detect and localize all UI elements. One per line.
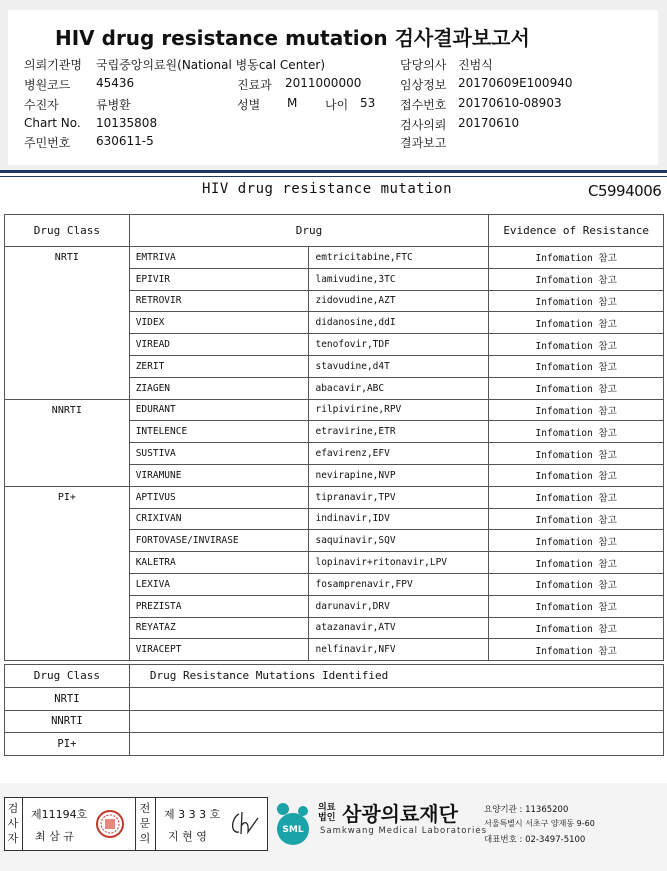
approver-label: 전문의 xyxy=(139,802,151,845)
drug-brand-cell: ZERIT xyxy=(129,355,309,377)
chart-no-value: 10135808 xyxy=(96,116,158,130)
drug-generic-cell: atazanavir,ATV xyxy=(309,617,489,639)
mutation-class-cell: PI+ xyxy=(5,733,130,756)
drug-brand-cell: SUSTIVA xyxy=(129,443,309,465)
mutation-table xyxy=(4,664,664,756)
evidence-cell: Infomation 참고 xyxy=(489,552,664,574)
org-phone: 대표번호 : 02-3497-5100 xyxy=(484,835,586,845)
drug-brand-cell: VIRACEPT xyxy=(129,639,309,661)
drug-generic-cell: tipranavir,TPV xyxy=(309,486,489,508)
evidence-cell: Infomation 참고 xyxy=(489,247,664,269)
id-value: 630611-5 xyxy=(96,134,154,148)
receipt-label: 접수번호 xyxy=(400,98,447,112)
evidence-cell: Infomation 참고 xyxy=(489,617,664,639)
drug-generic-cell: abacavir,ABC xyxy=(309,377,489,399)
drug-brand-cell: ZIAGEN xyxy=(129,377,309,399)
drug-table-body xyxy=(5,247,664,661)
evidence-cell: Infomation 참고 xyxy=(489,377,664,399)
test-code: C5994006 xyxy=(588,182,662,200)
table-row xyxy=(5,710,664,733)
drug-generic-cell: didanosine,ddI xyxy=(309,312,489,334)
drug-generic-cell: efavirenz,EFV xyxy=(309,443,489,465)
report-title: HIV drug resistance mutation 검사결과보고서 xyxy=(55,26,530,50)
drug-generic-cell: tenofovir,TDF xyxy=(309,334,489,356)
table-row xyxy=(5,733,664,756)
header-drug: Drug xyxy=(129,215,489,247)
evidence-cell: Infomation 참고 xyxy=(489,334,664,356)
drug-brand-cell: LEXIVA xyxy=(129,573,309,595)
drug-brand-cell: REYATAZ xyxy=(129,617,309,639)
age-label: 나이 xyxy=(325,98,349,112)
drug-generic-cell: darunavir,DRV xyxy=(309,595,489,617)
evidence-cell: Infomation 참고 xyxy=(489,464,664,486)
institution-label: 의뢰기관명 xyxy=(24,58,82,72)
hospital-code-label: 병원코드 xyxy=(24,78,71,92)
drug-brand-cell: EMTRIVA xyxy=(129,247,309,269)
table-row xyxy=(5,247,664,269)
drug-brand-cell: CRIXIVAN xyxy=(129,508,309,530)
mutation-class-cell: NNRTI xyxy=(5,710,130,733)
patient-label: 수진자 xyxy=(24,98,59,112)
evidence-cell: Infomation 참고 xyxy=(489,443,664,465)
divider-thin xyxy=(0,176,667,177)
drug-class-cell: PI+ xyxy=(5,486,130,660)
header-evidence: Evidence of Resistance xyxy=(489,215,664,247)
evidence-cell: Infomation 참고 xyxy=(489,595,664,617)
org-address: 서울특별시 서초구 양재동 9-60 xyxy=(484,819,595,828)
evidence-cell: Infomation 참고 xyxy=(489,486,664,508)
drug-brand-cell: PREZISTA xyxy=(129,595,309,617)
mutation-value-cell xyxy=(129,687,663,710)
request-value: 20170610 xyxy=(458,116,520,130)
drug-generic-cell: saquinavir,SQV xyxy=(309,530,489,552)
evidence-cell: Infomation 참고 xyxy=(489,312,664,334)
drug-generic-cell: stavudine,d4T xyxy=(309,355,489,377)
drug-brand-cell: EPIVIR xyxy=(129,268,309,290)
sml-logo-icon xyxy=(270,799,316,849)
request-label: 검사의뢰 xyxy=(400,118,447,132)
evidence-cell: Infomation 참고 xyxy=(489,290,664,312)
evidence-cell: Infomation 참고 xyxy=(489,268,664,290)
divider-thick xyxy=(0,170,667,173)
hospital-code-value: 45436 xyxy=(96,76,135,90)
signature-box xyxy=(4,797,268,851)
id-label: 주민번호 xyxy=(24,136,71,150)
org-prefix: 의료법인 xyxy=(318,803,336,823)
mut-header-class: Drug Class xyxy=(5,665,130,688)
seal-stamp-icon xyxy=(95,809,125,839)
drug-generic-cell: lamivudine,3TC xyxy=(309,268,489,290)
drug-generic-cell: etravirine,ETR xyxy=(309,421,489,443)
drug-brand-cell: FORTOVASE/INVIRASE xyxy=(129,530,309,552)
drug-generic-cell: nelfinavir,NFV xyxy=(309,639,489,661)
drug-class-cell: NNRTI xyxy=(5,399,130,486)
table-row xyxy=(5,486,664,508)
org-english: Samkwang Medical Laboratories xyxy=(320,826,488,836)
age-value: 53 xyxy=(360,96,376,110)
svg-text:SML: SML xyxy=(282,825,304,835)
org-code: 요양기관 : 11365200 xyxy=(484,805,569,815)
drug-generic-cell: lopinavir+ritonavir,LPV xyxy=(309,552,489,574)
evidence-cell: Infomation 참고 xyxy=(489,355,664,377)
evidence-cell: Infomation 참고 xyxy=(489,639,664,661)
evidence-cell: Infomation 참고 xyxy=(489,421,664,443)
doctor-value: 진범식 xyxy=(458,58,493,72)
mutation-value-cell xyxy=(129,733,663,756)
dept-label: 진료과 xyxy=(237,78,272,92)
tester-name: 최 삼 규 xyxy=(35,830,74,843)
evidence-cell: Infomation 참고 xyxy=(489,530,664,552)
sex-value: M xyxy=(287,96,298,110)
drug-generic-cell: zidovudine,AZT xyxy=(309,290,489,312)
drug-brand-cell: VIREAD xyxy=(129,334,309,356)
section-title: HIV drug resistance mutation xyxy=(202,181,453,197)
drug-brand-cell: RETROVIR xyxy=(129,290,309,312)
drug-generic-cell: nevirapine,NVP xyxy=(309,464,489,486)
evidence-cell: Infomation 참고 xyxy=(489,399,664,421)
drug-generic-cell: rilpivirine,RPV xyxy=(309,399,489,421)
clinical-info-label: 임상정보 xyxy=(400,78,447,92)
receipt-value: 20170610-08903 xyxy=(458,96,562,110)
mutation-table-body xyxy=(5,687,664,755)
table-row xyxy=(5,687,664,710)
evidence-cell: Infomation 참고 xyxy=(489,573,664,595)
drug-brand-cell: EDURANT xyxy=(129,399,309,421)
drug-brand-cell: VIRAMUNE xyxy=(129,464,309,486)
mut-header-mutations: Drug Resistance Mutations Identified xyxy=(129,665,663,688)
chart-no-label: Chart No. xyxy=(24,116,81,130)
drug-brand-cell: VIDEX xyxy=(129,312,309,334)
approver-name: 지 현 영 xyxy=(168,830,207,843)
drug-generic-cell: indinavir,IDV xyxy=(309,508,489,530)
sex-label: 성별 xyxy=(237,98,261,112)
tester-license: 제11194호 xyxy=(31,808,88,821)
drug-brand-cell: INTELENCE xyxy=(129,421,309,443)
org-name: 삼광의료재단 xyxy=(342,802,458,826)
result-label: 결과보고 xyxy=(400,136,447,150)
mutation-value-cell xyxy=(129,710,663,733)
dept-value: 2011000000 xyxy=(285,76,362,90)
drug-brand-cell: KALETRA xyxy=(129,552,309,574)
drug-generic-cell: fosamprenavir,FPV xyxy=(309,573,489,595)
signature-icon xyxy=(227,808,261,840)
patient-value: 류병환 xyxy=(96,98,131,112)
header-drug-class: Drug Class xyxy=(5,215,130,247)
evidence-cell: Infomation 참고 xyxy=(489,508,664,530)
drug-table xyxy=(4,214,664,661)
table-row xyxy=(5,399,664,421)
clinical-info-value: 20170609E100940 xyxy=(458,76,573,90)
drug-brand-cell: APTIVUS xyxy=(129,486,309,508)
tester-label: 검사자 xyxy=(7,802,19,845)
drug-generic-cell: emtricitabine,FTC xyxy=(309,247,489,269)
institution-value: 국립중앙의료원(National 병동cal Center) xyxy=(96,58,325,72)
doctor-label: 담당의사 xyxy=(400,58,447,72)
mutation-class-cell: NRTI xyxy=(5,687,130,710)
drug-class-cell: NRTI xyxy=(5,247,130,400)
approver-license: 제 3 3 3 호 xyxy=(164,808,221,821)
